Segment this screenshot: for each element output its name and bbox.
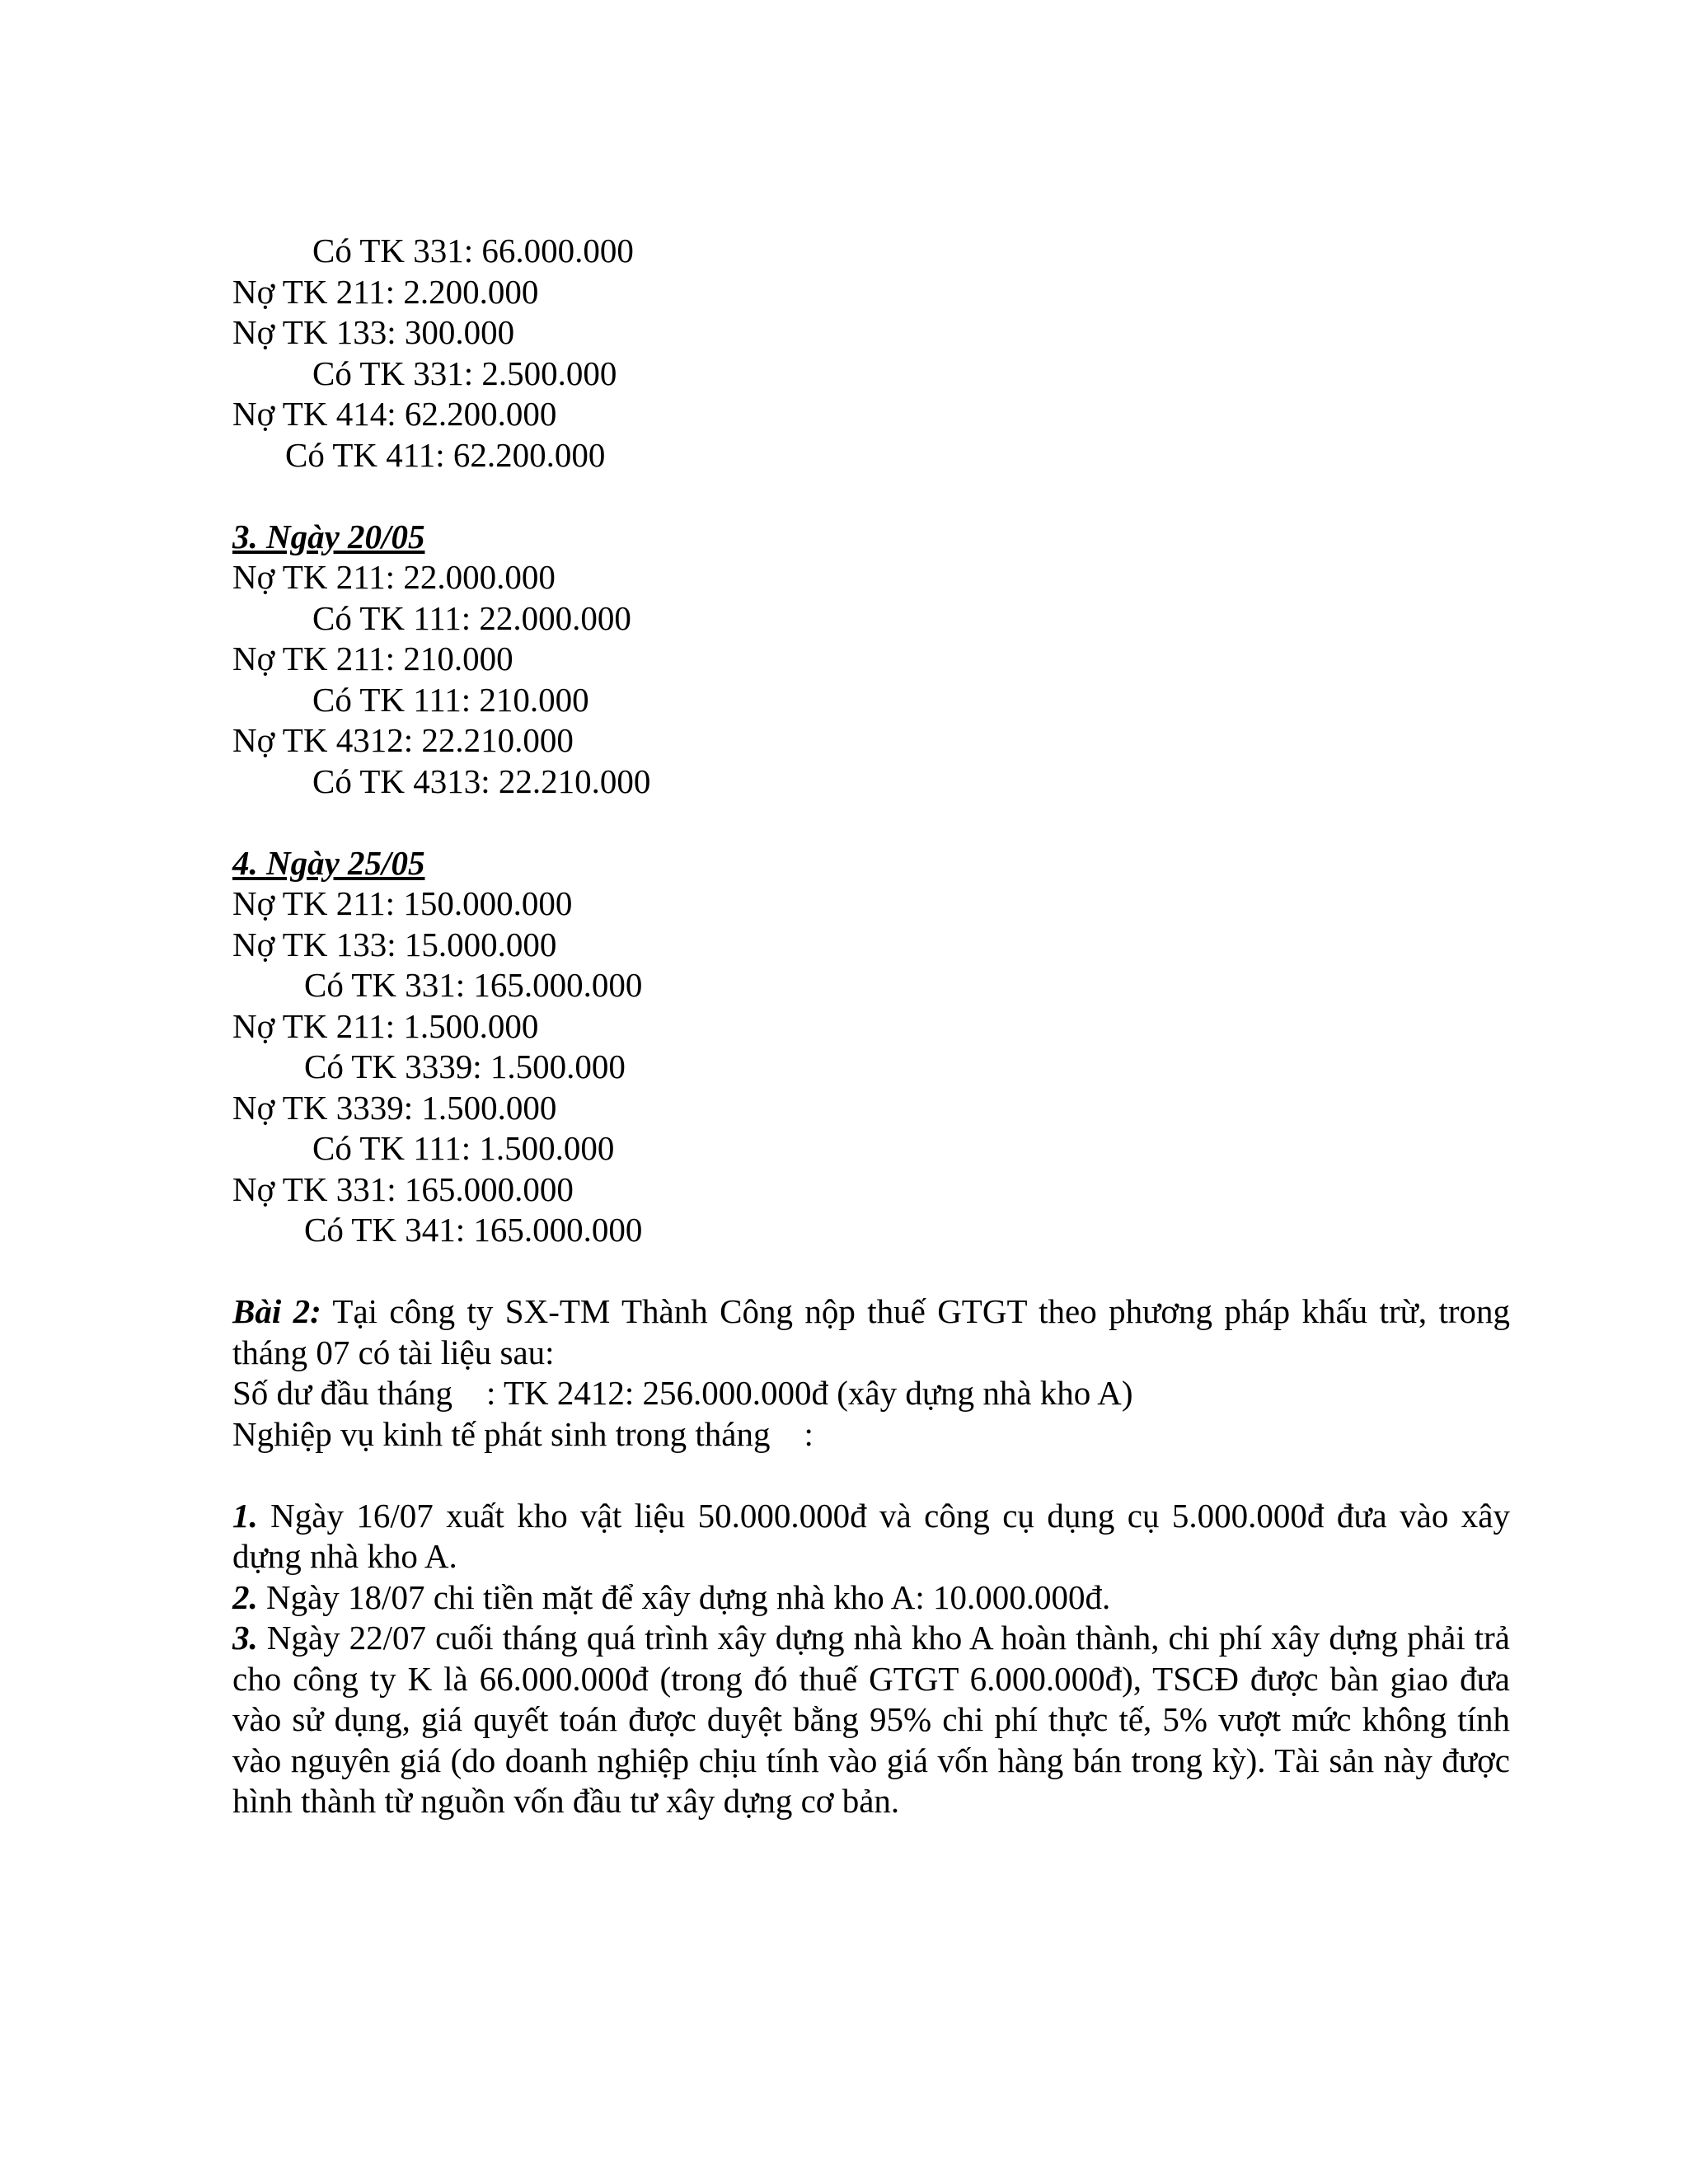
entry-line: Có TK 411: 62.200.000 [285,435,606,474]
entry-line: Có TK 4313: 22.210.000 [312,762,651,800]
bai2-intro [232,1291,1510,1373]
bai2-intro-text: Tại công ty SX-TM Thành Công nộp thuế GTGT theo phương pháp khấu trừ, trong tháng 07 có tài liệu sau: [232,1292,1510,1371]
bai2-label: Bài 2: [232,1292,321,1330]
entry-line: Có TK 111: 1.500.000 [312,1129,615,1167]
spacer [232,802,1510,843]
item-text: Ngày 18/07 chi tiền mặt để xây dựng nhà kho A: 10.000.000đ. [257,1577,1111,1616]
spacer [232,1251,1510,1292]
entry-line: Có TK 331: 165.000.000 [304,966,643,1004]
entry-line: Có TK 331: 2.500.000 [312,354,617,392]
entry-line: Có TK 3339: 1.500.000 [304,1047,626,1085]
entry-line: Nợ TK 414: 62.200.000 [232,395,557,433]
entry-line: Nợ TK 211: 210.000 [232,640,513,677]
item-text: Ngày 16/07 xuất kho vật liệu 50.000.000đ và công cụ dụng cụ 5.000.000đ đưa vào xây dựng nhà kho A. [232,1496,1510,1575]
entry-line: Nợ TK 211: 150.000.000 [232,884,573,922]
entry-line: Nợ TK 4312: 22.210.000 [232,721,574,759]
entry-line: Có TK 111: 22.000.000 [312,598,631,637]
entry-line: Nợ TK 133: 300.000 [232,313,515,351]
item-number: 2. [232,1577,258,1616]
entry-line: Nợ TK 211: 2.200.000 [232,272,539,311]
entry-line: Nợ TK 331: 165.000.000 [232,1169,574,1208]
section-4-heading: 4. Ngày 25/05 [232,843,425,882]
spacer [232,1455,1510,1496]
opening-balance: Số dư đầu tháng : TK 2412: 256.000.000đ (xây dựng nhà kho A) [232,1374,1133,1412]
entry-line: Nợ TK 211: 1.500.000 [232,1006,539,1045]
item-number: 3. [232,1619,258,1657]
item-number: 1. [232,1496,258,1535]
section-3-heading: 3. Ngày 20/05 [232,517,425,555]
entry-line: Nợ TK 211: 22.000.000 [232,558,556,596]
transactions-label: Nghiệp vụ kinh tế phát sinh trong tháng : [232,1414,814,1453]
entry-line: Có TK 341: 165.000.000 [304,1211,643,1249]
transaction-item [232,1577,1510,1619]
entry-line: Có TK 331: 66.000.000 [312,232,634,269]
transaction-item [232,1496,1510,1577]
entry-line: Nợ TK 3339: 1.500.000 [232,1088,557,1127]
spacer [232,476,1510,517]
entry-line: Có TK 111: 210.000 [312,680,589,719]
item-text: Ngày 22/07 cuối tháng quá trình xây dựng nhà kho A hoàn thành, chi phí xây dựng phải trả cho công ty K là 66.000.000đ (trong đó thuế GTGT 6.000.000đ), TSCĐ được bàn giao đưa vào sử dụng, giá quyết toán được duyệt bằng 95% chi phí thực tế, 5% vượt mức không tính vào nguyên giá (do doanh nghiệp chịu tính vào giá vốn hàng bán trong kỳ). Tài sản này được hình thành từ nguồn vốn đầu tư xây dựng cơ bản. [232,1619,1510,1820]
document-body [232,231,1510,1822]
entry-line: Nợ TK 133: 15.000.000 [232,925,557,963]
transaction-item [232,1618,1510,1822]
